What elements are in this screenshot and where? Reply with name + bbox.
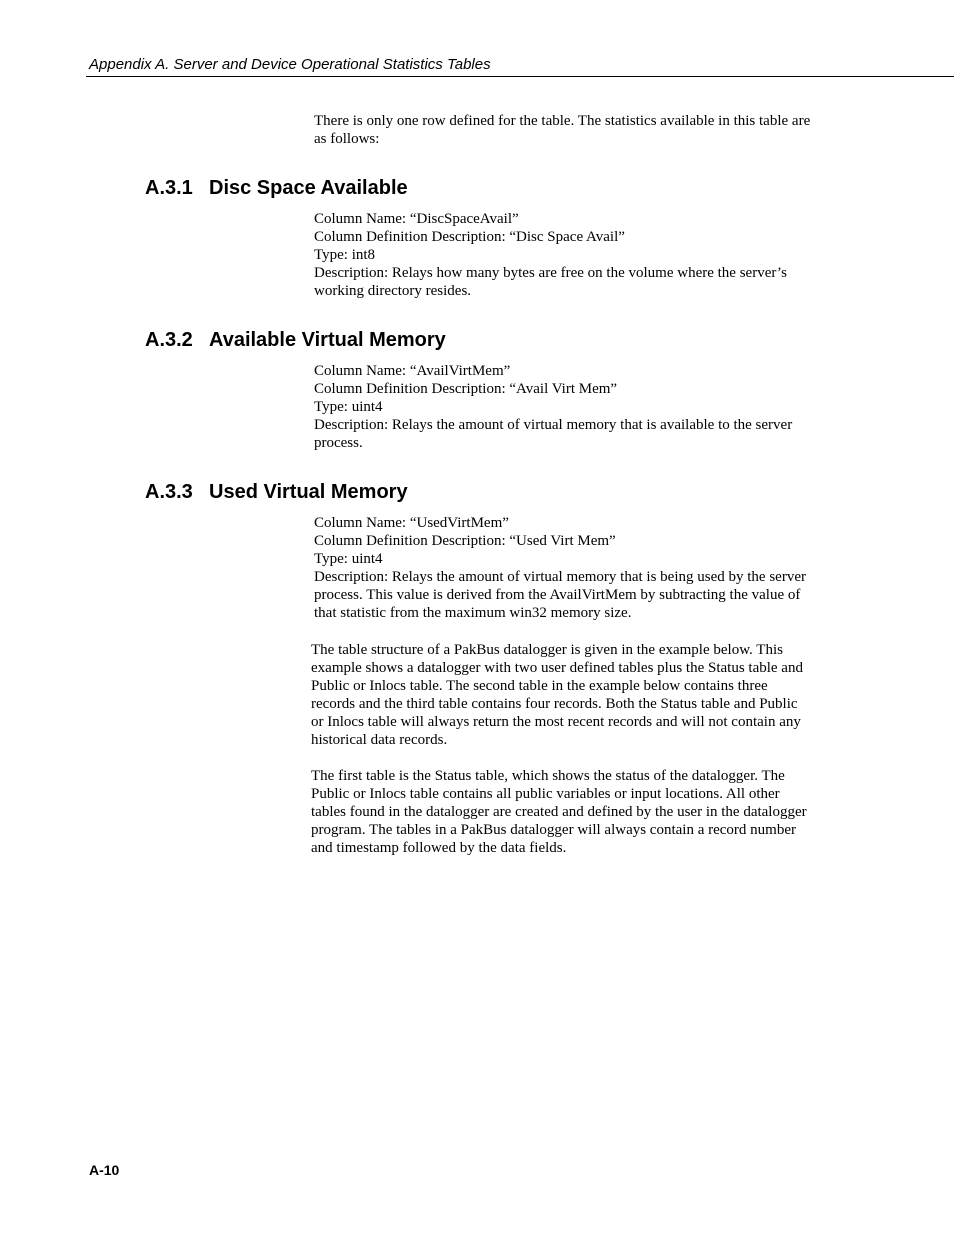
section-heading-used-virtual-memory xyxy=(145,480,408,504)
section-title: Available Virtual Memory xyxy=(209,329,446,351)
paragraph-status-table xyxy=(311,767,811,857)
column-name: Column Name: “UsedVirtMem” xyxy=(314,515,509,531)
paragraph-text: The table structure of a PakBus datalogger is given in the example below. This example shows a datalogger with two user defined tables plus the Status table and Public or Inlocs table. The second table in the example below contains three records and the third table contains four records. Both the Status table and Public or Inlocs table will always return the most recent records and will not contain any historical data records. xyxy=(311,642,803,748)
column-definition: Column Definition Description: “Used Virt Mem” xyxy=(314,533,616,549)
column-definition: Column Definition Description: “Disc Space Avail” xyxy=(314,229,625,245)
intro-text: There is only one row defined for the table. The statistics available in this table are as follows: xyxy=(314,113,811,147)
paragraph-text: The first table is the Status table, which shows the status of the datalogger. The Public or Inlocs table contains all public variables or input locations. All other tables found in the datalogger are created and defined by the user in the datalogger program. The tables in a PakBus datalogger will always contain a record number and timestamp followed by the data fields. xyxy=(311,768,807,856)
section-heading-disc-space xyxy=(145,176,408,200)
running-header: Appendix A. Server and Device Operational Statistics Tables xyxy=(89,56,491,73)
column-description: Description: Relays the amount of virtual memory that is available to the server process. xyxy=(314,417,793,451)
column-definition: Column Definition Description: “Avail Virt Mem” xyxy=(314,381,618,397)
section-title: Used Virtual Memory xyxy=(209,481,408,503)
column-type: Type: uint4 xyxy=(314,551,383,567)
column-name: Column Name: “AvailVirtMem” xyxy=(314,363,511,379)
section-body-available-virtual-memory xyxy=(314,362,814,452)
section-title: Disc Space Available xyxy=(209,177,408,199)
section-heading-available-virtual-memory xyxy=(145,328,446,352)
section-body-used-virtual-memory xyxy=(314,514,814,622)
intro-paragraph xyxy=(314,112,814,148)
section-number: A.3.2 xyxy=(145,329,193,351)
section-number: A.3.3 xyxy=(145,481,193,503)
column-name: Column Name: “DiscSpaceAvail” xyxy=(314,211,519,227)
column-description: Description: Relays how many bytes are free on the volume where the server’s working directory resides. xyxy=(314,265,787,299)
paragraph-table-structure xyxy=(311,641,811,749)
column-type: Type: int8 xyxy=(314,247,376,263)
column-description: Description: Relays the amount of virtual memory that is being used by the server process. This value is derived from the AvailVirtMem by subtracting the value of that statistic from the maximum win32 memory size. xyxy=(314,569,806,621)
header-rule xyxy=(86,76,954,77)
section-number: A.3.1 xyxy=(145,177,193,199)
page-number: A-10 xyxy=(89,1162,120,1178)
section-body-disc-space xyxy=(314,210,814,300)
column-type: Type: uint4 xyxy=(314,399,383,415)
